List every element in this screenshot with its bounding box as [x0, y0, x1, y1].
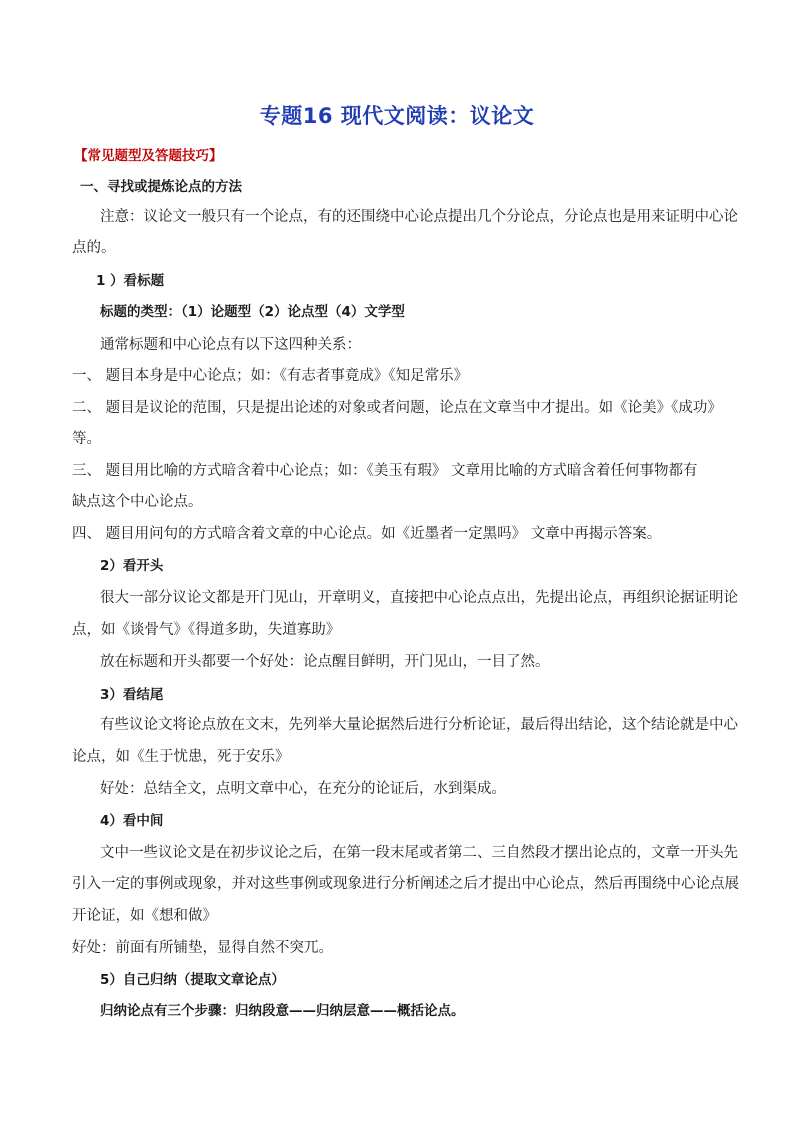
ending-paragraph-line-1: 有些议论文将论点放在文末，先列举大量论据然后进行分析论证，最后得出结论，这个结论就是中心	[100, 717, 738, 733]
middle-paragraph-line-3: 开论证，如《想和做》	[72, 908, 217, 924]
middle-paragraph-line-2: 引入一定的事例或现象，并对这些事例或现象进行分析阐述之后才提出中心论点，然后再围绕中心论点展	[72, 876, 739, 892]
page-title: 专题16 现代文阅读：议论文	[259, 104, 535, 128]
note-line-1: 注意：议论文一般只有一个论点，有的还围绕中心论点提出几个分论点，分论点也是用来证明中心论	[100, 209, 738, 225]
relation-3-line-2: 缺点这个中心论点。	[72, 494, 203, 510]
heading-look-title: 1 ）看标题	[96, 273, 165, 289]
relation-3-line-1: 三、 题目用比喻的方式暗含着中心论点；如：《美玉有瑕》 文章用比喻的方式暗含着任何事物都有	[72, 463, 698, 479]
relation-1: 一、 题目本身是中心论点；如：《有志者事竟成》《知足常乐》	[72, 368, 469, 384]
heading-find-thesis: 一、寻找或提炼论点的方法	[80, 179, 242, 195]
relation-4: 四、 题目用问句的方式暗含着文章的中心论点。如《近墨者一定黑吗》 文章中再揭示答案。	[72, 526, 662, 542]
middle-benefit: 好处：前面有所铺垫，显得自然不突兀。	[72, 940, 333, 956]
ending-paragraph-line-2: 论点，如《生于忧患，死于安乐》	[72, 749, 290, 765]
heading-look-opening: 2）看开头	[100, 558, 164, 574]
opening-paragraph-line-1: 很大一部分议论文都是开门见山，开章明义，直接把中心论点点出，先提出论点，再组织论据证明论	[100, 590, 738, 606]
relation-2-line-2: 等。	[72, 431, 101, 447]
title-types: 标题的类型：（1）论题型（2）论点型（4）文学型	[100, 304, 405, 320]
heading-self-summarize: 5）自己归纳（提取文章论点）	[100, 972, 285, 988]
ending-benefit: 好处：总结全文，点明文章中心，在充分的论证后，水到渠成。	[100, 781, 506, 797]
middle-paragraph-line-1: 文中一些议论文是在初步议论之后，在第一段末尾或者第二、三自然段才摆出论点的，文章一开头先	[100, 845, 738, 861]
section-label: 【常见题型及答题技巧】	[74, 148, 223, 164]
title-relations-intro: 通常标题和中心论点有以下这四种关系：	[100, 337, 361, 353]
relation-2-line-1: 二、 题目是议论的范围，只是提出论述的对象或者问题，论点在文章当中才提出。如《论美》《成功》	[72, 400, 722, 416]
opening-paragraph-line-2: 点，如《谈骨气》《得道多助，失道寡助》	[72, 622, 341, 638]
note-line-2: 点的。	[72, 240, 116, 256]
summarize-steps: 归纳论点有三个步骤：归纳段意——归纳层意——概括论点。	[100, 1003, 465, 1019]
heading-look-middle: 4）看中间	[100, 813, 164, 829]
heading-look-ending: 3）看结尾	[100, 687, 164, 703]
opening-benefit: 放在标题和开头都要一个好处：论点醒目鲜明，开门见山，一目了然。	[100, 654, 550, 670]
